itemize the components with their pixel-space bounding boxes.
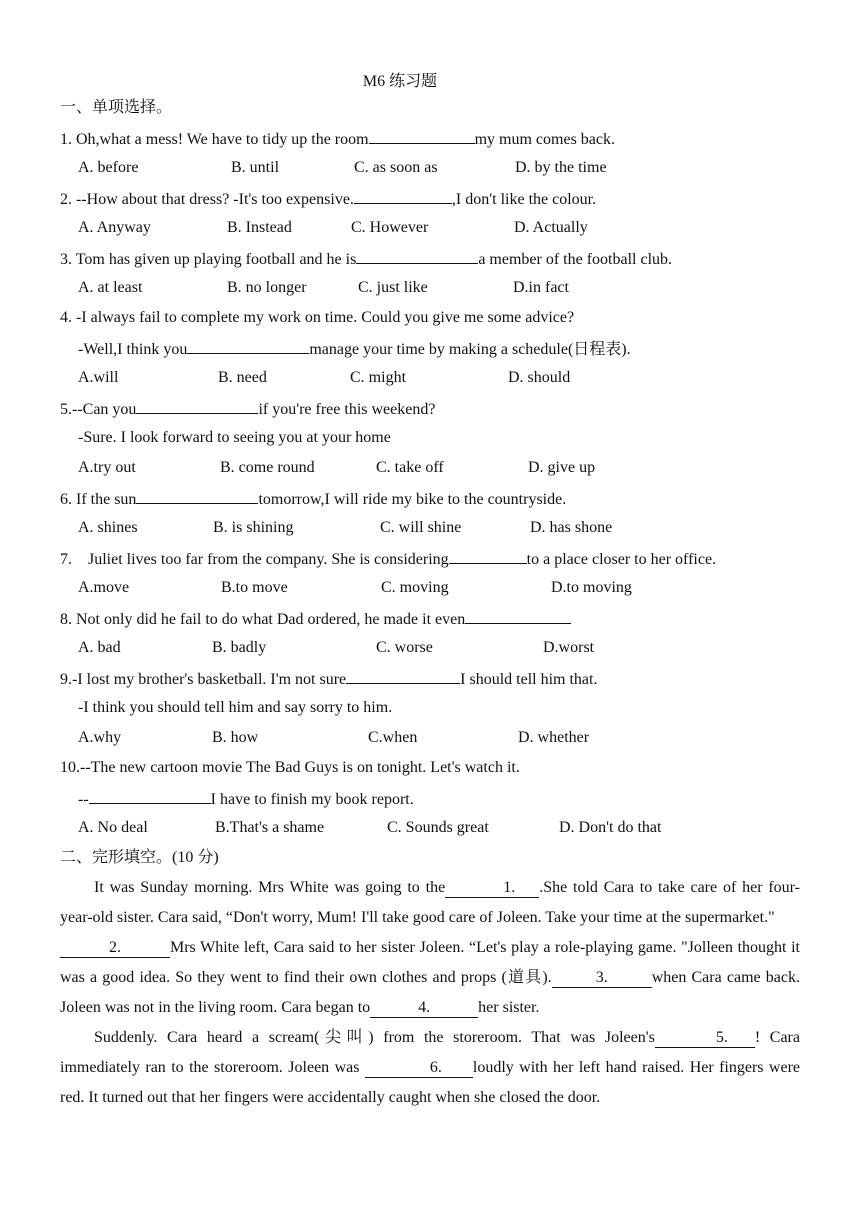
answer-blank[interactable] (136, 488, 258, 504)
option-b[interactable]: B. badly (212, 639, 267, 656)
option-b[interactable]: B. Instead (227, 219, 292, 236)
answer-blank[interactable] (465, 608, 571, 624)
option-c[interactable]: C. moving (381, 579, 449, 596)
option-a[interactable]: A.why (78, 729, 122, 746)
question-text: tomorrow,I will ride my bike to the countryside. (258, 491, 567, 508)
option-c[interactable]: C. just like (358, 279, 428, 296)
question-text: 7. Juliet lives too far from the company. She is considering (60, 551, 449, 568)
question-text: 9.-I lost my brother's basketball. I'm not sure (60, 671, 347, 688)
cloze-passage (60, 873, 800, 1113)
option-d[interactable]: D.in fact (513, 279, 569, 296)
question-1 (60, 128, 615, 150)
answer-blank[interactable] (136, 398, 258, 414)
question-10-reply (78, 788, 414, 810)
question-text: manage your time by making a schedule(日程表). (309, 341, 631, 358)
question-text: I should tell him that. (460, 671, 598, 688)
option-d[interactable]: D. Actually (514, 219, 588, 236)
option-d[interactable]: D.to moving (551, 579, 632, 596)
cloze-blank-4[interactable]: 4. (370, 999, 478, 1018)
option-c[interactable]: C. as soon as (354, 159, 438, 176)
question-6 (60, 488, 566, 510)
option-d[interactable]: D. whether (518, 729, 590, 746)
option-c[interactable]: C. worse (376, 639, 433, 656)
question-9 (60, 668, 597, 690)
cloze-blank-3[interactable]: 3. (552, 969, 652, 988)
question-5-reply: -Sure. I look forward to seeing you at your home (78, 429, 391, 446)
option-a[interactable]: A.move (78, 579, 130, 596)
option-b[interactable]: B.That's a shame (215, 819, 325, 836)
answer-blank[interactable] (449, 548, 527, 564)
option-b[interactable]: B.to move (221, 579, 288, 596)
option-b[interactable]: B. no longer (227, 279, 307, 296)
option-b[interactable]: B. is shining (213, 519, 294, 536)
question-text: -Well,I think you (78, 341, 188, 358)
cloze-blank-6[interactable]: 6. (365, 1059, 473, 1078)
answer-blank[interactable] (89, 788, 211, 804)
cloze-blank-2[interactable]: 2. (60, 939, 170, 958)
option-d[interactable]: D. by the time (515, 159, 607, 176)
question-text: I have to finish my book report. (210, 791, 414, 808)
answer-blank[interactable] (346, 668, 460, 684)
question-text: if you're free this weekend? (258, 401, 436, 418)
question-4-reply (78, 338, 631, 360)
question-text: my mum comes back. (474, 131, 615, 148)
option-c[interactable]: C. However (351, 219, 429, 236)
cloze-paragraph-3: Suddenly. Cara heard a scream(尖叫) from the storeroom. That was Joleen's 5. ! Cara immediately ran to the storeroom. Joleen was 6. loudly with her left hand raised. Her fingers were red. It turned out that her fingers were accidentally caught when she closed the door. (60, 1029, 801, 1106)
option-a[interactable]: A.try out (78, 459, 136, 476)
option-a[interactable]: A. at least (78, 279, 143, 296)
question-text: to a place closer to her office. (526, 551, 717, 568)
option-b[interactable]: B. until (231, 159, 280, 176)
option-a[interactable]: A. No deal (78, 819, 148, 836)
cloze-paragraph-1: It was Sunday morning. Mrs White was going to the 1. .She told Cara to take care of her four-year-old sister. Cara said, “Don't worry, Mum! I'll take good care of Joleen. Take your time at the supermarket." (60, 879, 801, 926)
question-9-reply: -I think you should tell him and say sorry to him. (78, 699, 393, 716)
option-c[interactable]: C. Sounds great (387, 819, 489, 836)
question-8 (60, 608, 571, 630)
option-c[interactable]: C.when (368, 729, 418, 746)
page-title: M6 练习题 (362, 73, 438, 90)
question-7 (60, 548, 716, 570)
question-text: a member of the football club. (478, 251, 673, 268)
option-a[interactable]: A.will (78, 369, 119, 386)
question-10: 10.--The new cartoon movie The Bad Guys is on tonight. Let's watch it. (60, 759, 520, 776)
option-c[interactable]: C. take off (376, 459, 444, 476)
answer-blank[interactable] (369, 128, 475, 144)
option-b[interactable]: B. need (218, 369, 267, 386)
question-3 (60, 248, 672, 270)
option-d[interactable]: D. has shone (530, 519, 613, 536)
option-d[interactable]: D. should (508, 369, 571, 386)
option-a[interactable]: A. shines (78, 519, 138, 536)
cloze-blank-5[interactable]: 5. (655, 1029, 755, 1048)
option-c[interactable]: C. might (350, 369, 407, 386)
question-text: 6. If the sun (60, 491, 137, 508)
question-5 (60, 398, 435, 420)
question-text: 8. Not only did he fail to do what Dad ordered, he made it even (60, 611, 466, 628)
option-a[interactable]: A. before (78, 159, 139, 176)
option-b[interactable]: B. come round (220, 459, 315, 476)
option-d[interactable]: D. Don't do that (559, 819, 662, 836)
option-a[interactable]: A. Anyway (78, 219, 151, 236)
section-heading-2: 二、完形填空。(10 分) (60, 849, 219, 866)
cloze-blank-1[interactable]: 1. (445, 879, 539, 898)
section-heading-1: 一、单项选择。 (60, 99, 173, 116)
question-2 (60, 188, 596, 210)
question-text: 2. --How about that dress? -It's too expensive. (60, 191, 354, 208)
question-4: 4. -I always fail to complete my work on time. Could you give me some advice? (60, 309, 575, 326)
question-text: 3. Tom has given up playing football and he is (60, 251, 357, 268)
question-text: -- (78, 791, 89, 808)
question-text: ,I don't like the colour. (451, 191, 597, 208)
cloze-paragraph-2: 2. Mrs White left, Cara said to her sister Joleen. “Let's play a role-playing game. "Jolleen thought it was a good idea. So they went to find their own clothes and props (道具). 3. when Cara came back. Joleen was not in the living room. Cara began to 4. her sister. (60, 939, 800, 1016)
option-d[interactable]: D. give up (528, 459, 596, 476)
option-b[interactable]: B. how (212, 729, 259, 746)
option-a[interactable]: A. bad (78, 639, 121, 656)
question-text: 5.--Can you (60, 401, 137, 418)
answer-blank[interactable] (356, 248, 478, 264)
answer-blank[interactable] (187, 338, 309, 354)
question-text: 1. Oh,what a mess! We have to tidy up the room (60, 131, 369, 148)
answer-blank[interactable] (354, 188, 452, 204)
option-d[interactable]: D.worst (543, 639, 595, 656)
option-c[interactable]: C. will shine (380, 519, 462, 536)
